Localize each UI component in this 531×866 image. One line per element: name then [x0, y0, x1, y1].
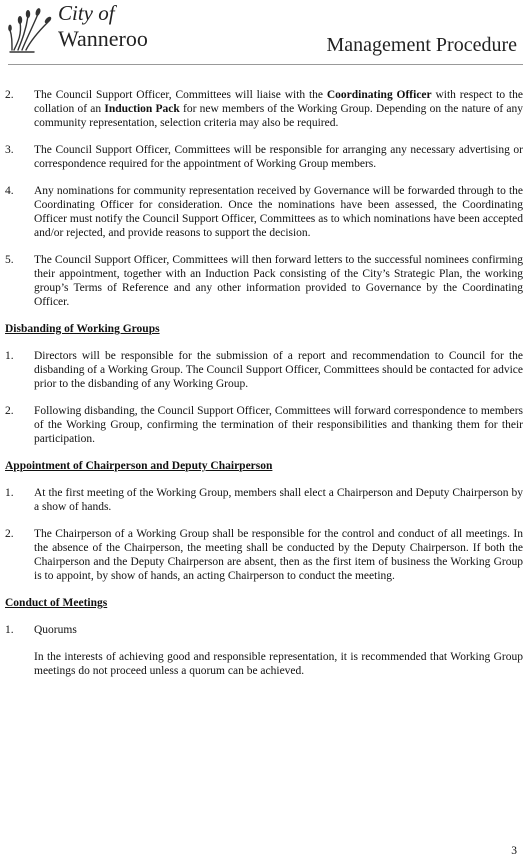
item-number: 5. [5, 254, 14, 266]
item-text: Directors will be responsible for the submission of a report and recommendation to Council for the disbanding of a Working Group. The Council Support Officer, Committees should be contacted for advice prior to the disbanding of any Working Group. [34, 350, 523, 390]
list-item [0, 623, 531, 637]
section-heading: Conduct of Meetings [5, 597, 108, 609]
city-logo-icon [8, 6, 52, 54]
list-item [0, 349, 531, 391]
list-item [0, 404, 531, 446]
list-item [0, 143, 531, 171]
list-item [0, 184, 531, 240]
item-number: 2. [5, 405, 14, 417]
item-paragraph: In the interests of achieving good and responsible representation, it is recommended that Working Group meetings do not proceed unless a quorum can be achieved. [34, 651, 523, 677]
document-title: Management Procedure [326, 34, 517, 56]
item-text: Any nominations for community representation received by Governance will be forwarded through to the Coordinating Officer for consideration. Once the nominations have been assessed, the Coordinating Officer must notify the Council Support Officer, Committees as to which nominations have been accepted and/or rejected, and provide reasons to support the decision. [34, 185, 523, 239]
item-number: 2. [5, 89, 14, 101]
list-item [0, 253, 531, 309]
item-text: At the first meeting of the Working Group, members shall elect a Chairperson and Deputy Chairperson by a show of hands. [34, 487, 523, 513]
item-text: The Council Support Officer, Committees will then forward letters to the successful nominees confirming their appointment, together with an Induction Pack consisting of the City’s Strategic Plan, the working group’s Terms of Reference and any other information provided to Governance by the Coordinating Officer. [34, 254, 523, 308]
page-number: 3 [511, 845, 517, 857]
section-heading: Disbanding of Working Groups [5, 323, 160, 335]
bold-term: Coordinating Officer [326, 89, 432, 101]
list-item [0, 527, 531, 583]
item-text: Following disbanding, the Council Support Officer, Committees will forward correspondence to members of the Working Group, confirming the termination of their responsibilities and thanking them for their participation. [34, 405, 523, 445]
item-text: The Chairperson of a Working Group shall be responsible for the control and conduct of all meetings. In the absence of the Chairperson, the meeting shall be conducted by the Deputy Chairperson. If both the Chairperson and the Deputy Chairperson are absent, then as the first item of business the Working Group is to appoint, by show of hands, an acting Chairperson to conduct the meeting. [34, 528, 523, 582]
list-item [0, 88, 531, 130]
logo-city-text: City of [58, 1, 115, 25]
item-number: 4. [5, 185, 14, 197]
item-number: 1. [5, 487, 14, 499]
item-text: The Council Support Officer, Committees will be responsible for arranging any necessary advertising or correspondence required for the appointment of Working Group members. [34, 144, 523, 170]
item-text: Quorums [34, 624, 77, 636]
item-number: 3. [5, 144, 14, 156]
header-divider [8, 64, 523, 65]
bold-term: Induction Pack [104, 103, 180, 115]
item-number: 2. [5, 528, 14, 540]
item-number: 1. [5, 624, 14, 636]
section-heading: Appointment of Chairperson and Deputy Chairperson [5, 460, 273, 472]
logo-name-text: Wanneroo [58, 26, 148, 51]
item-number: 1. [5, 350, 14, 362]
item-text: The Council Support Officer, Committees will liaise with the Coordinating Officer with respect to the collation of an Induction Pack for new members of the Working Group. Depending on the nature of any community representation, selection criteria may also be required. [34, 89, 523, 129]
list-item [0, 486, 531, 514]
document-body [0, 88, 531, 678]
page-header [0, 0, 531, 70]
